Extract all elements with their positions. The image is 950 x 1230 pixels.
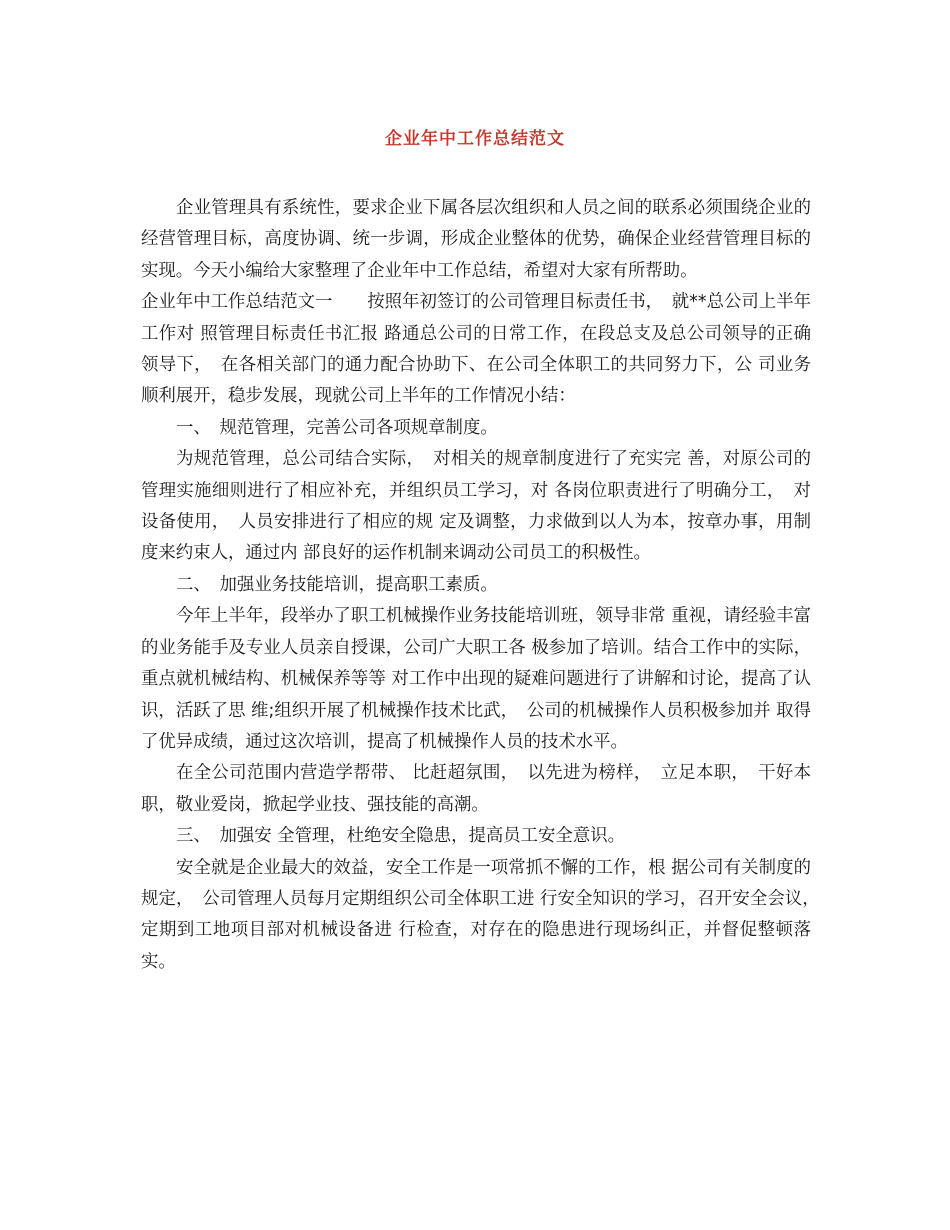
- paragraph-safety: 安全就是企业最大的效益，安全工作是一项常抓不懈的工作，根 据公司有关制度的规定， 公司管理人员每月定期组织公司全体职工进 行安全知识的学习，召开安全会议， 定期到工地项目部对机械设备进 行检查，对存在的隐患进行现场纠正，并督促整顿落实。: [141, 857, 829, 972]
- document-title: 企业年中工作总结范文: [385, 129, 565, 149]
- paragraph-intro: 企业管理具有系统性，要求企业下属各层次组织和人员之间的联系必须围绕企业的经营管理目标，高度协调、统一步调，形成企业整体的优势，确保企业经营管理目标的实现。今天小编给大家整理了企业年中工作总结，希望对大家有所帮助。: [141, 198, 811, 281]
- paragraph-atmosphere: 在全公司范围内营造学帮带、 比赶超氛围， 以先进为榜样， 立足本职， 干好本职，敬业爱岗，掀起学业技、强技能的高潮。: [141, 763, 811, 815]
- paragraph-training: 今年上半年，段举办了职工机械操作业务技能培训班，领导非常 重视，请经验丰富的业务能手及专业人员亲自授课，公司广大职工各 极参加了培训。结合工作中的实际，重点就机械结构、机械保养等等 对工作中出现的疑难问题进行了讲解和讨论，提高了认识，活跃了思 维;组织开展了机械操作技术比武， 公司的机械操作人员积极参加并 取得了优异成绩，通过这次培训，提高了机械操作人员的技术水平。: [141, 606, 811, 752]
- document-body: [141, 193, 829, 978]
- paragraph-management: 为规范管理，总公司结合实际， 对相关的规章制度进行了充实完 善，对原公司的管理实施细则进行了相应补充，并组织员工学习，对 各岗位职责进行了明确分工， 对设备使用， 人员安排进行了相应的规 定及调整，力求做到以人为本，按章办事，用制度来约束人，通过内 部良好的运作机制来调动公司员工的积极性。: [141, 449, 811, 564]
- section-heading-2: 二、 加强业务技能培训，提高职工素质。: [176, 574, 498, 595]
- paragraph-summary-one: 企业年中工作总结范文一 按照年初签订的公司管理目标责任书， 就**总公司上半年工作对 照管理目标责任书汇报 路通总公司的日常工作，在段总支及总公司领导的正确领导下， 在各相关部门的通力配合协助下、在公司全体职工的共同努力下，公 司业务顺利展开，稳步发展，现就公司上半年的工作情况小结：: [141, 292, 811, 407]
- section-heading-3: 三、 加强安 全管理，杜绝安全隐患，提高员工安全意识。: [176, 826, 625, 847]
- section-heading-1: 一、 规范管理，完善公司各项规章制度。: [176, 417, 498, 438]
